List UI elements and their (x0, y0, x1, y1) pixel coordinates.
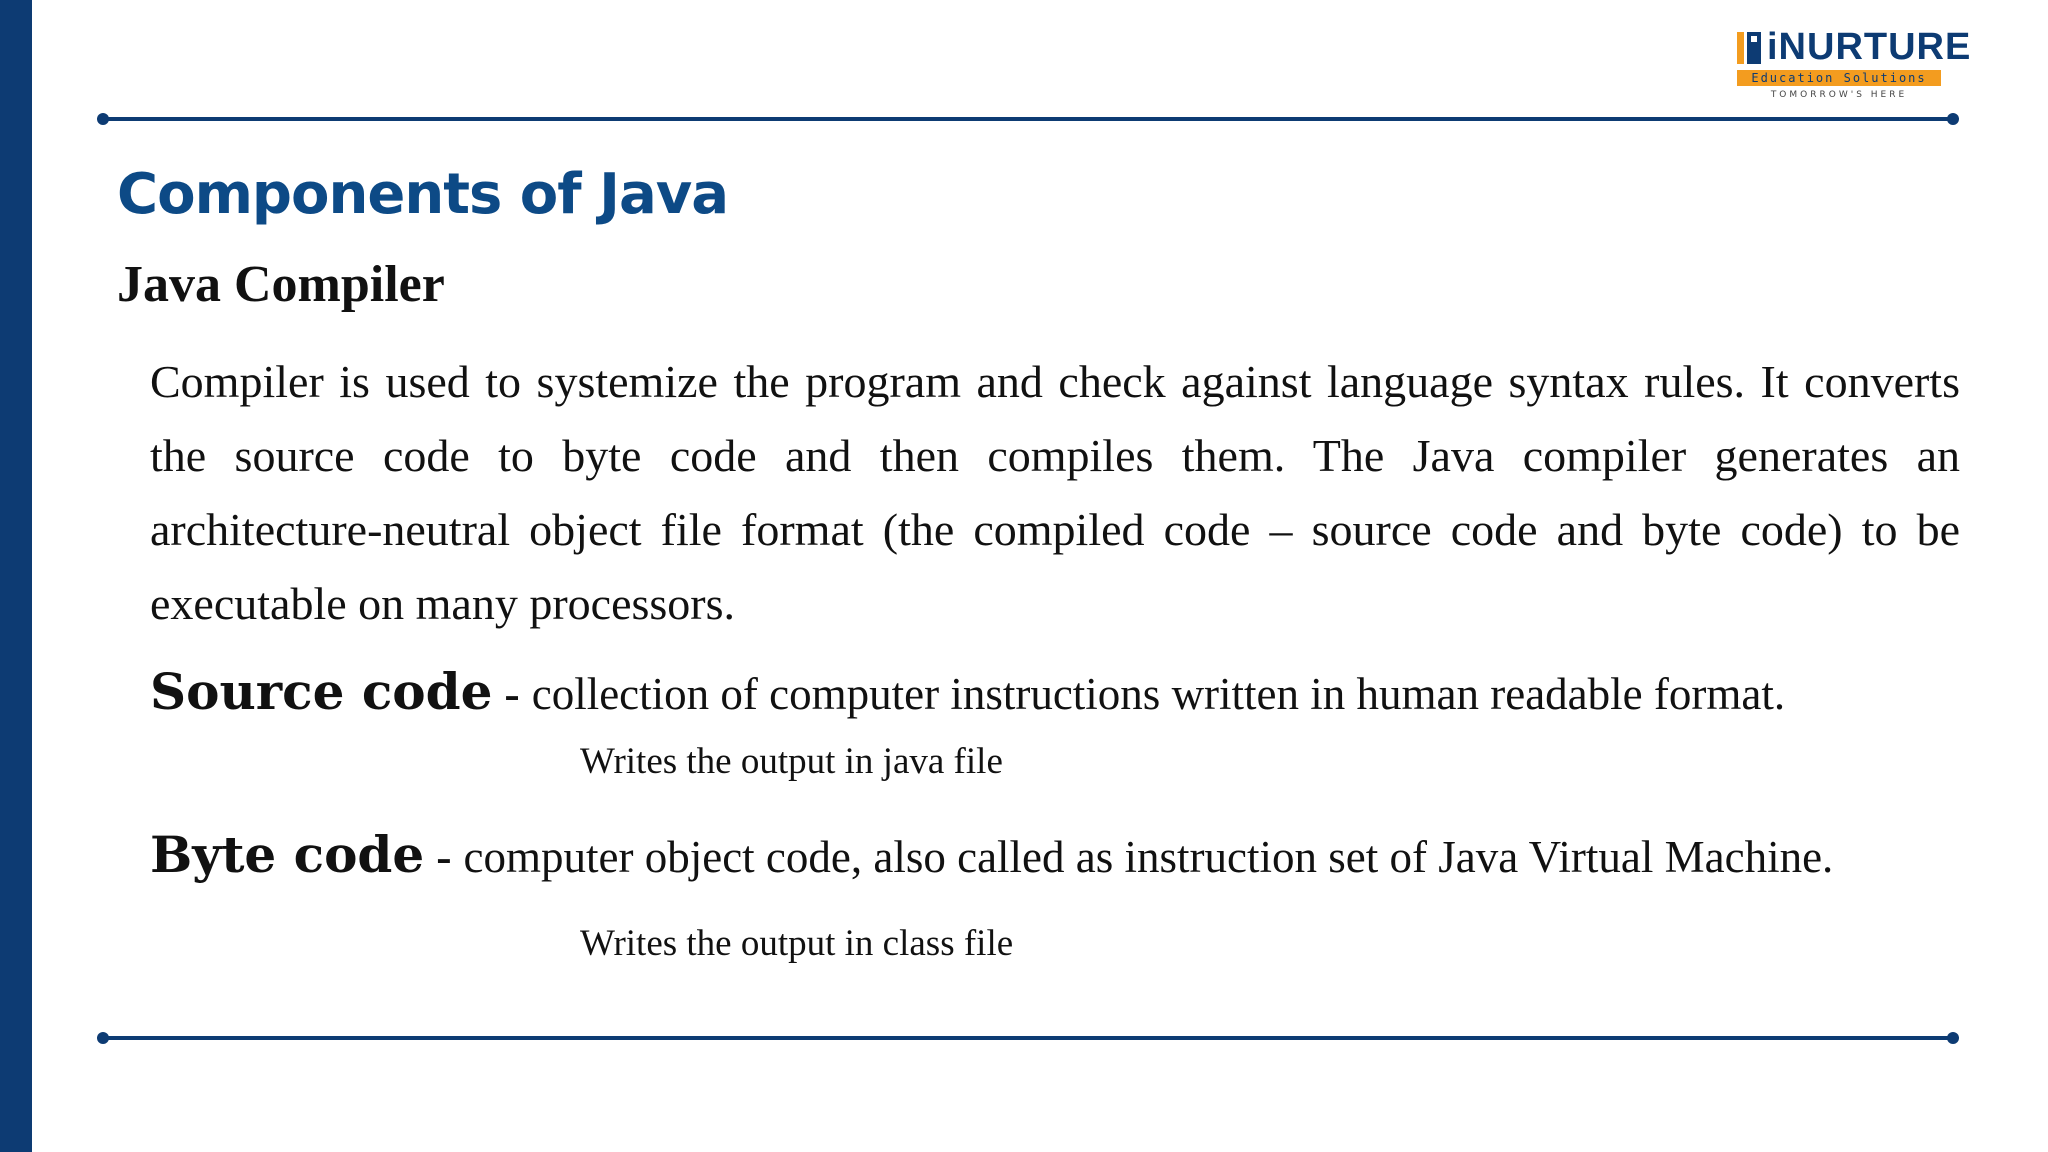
compiler-description: Compiler is used to systemize the program and check against language syntax rules. It converts the source code to byte code and then compiles them. The Java compiler generates an architecture-neutral object file format (the compiled code – source code and byte code) to be executable on many processors. (150, 356, 1960, 629)
source-code-note: Writes the output in java file (580, 741, 1003, 782)
logo-subtitle: Education Solutions (1737, 70, 1941, 86)
byte-code-separator: - (436, 831, 452, 882)
logo-name: iNURTURE (1767, 26, 1972, 68)
left-accent-bar (0, 0, 32, 1152)
section-heading: Java Compiler (117, 256, 445, 313)
byte-code-term: Byte code (150, 825, 425, 884)
source-code-definition: collection of computer instructions written in human readable format. (531, 669, 1786, 719)
byte-code-note: Writes the output in class file (580, 923, 1014, 964)
source-code-term: Source code (150, 662, 493, 721)
inurture-logo (1735, 22, 1972, 102)
slide-title: Components of Java (117, 162, 729, 227)
bottom-divider (103, 1036, 1953, 1040)
source-code-row (150, 662, 1960, 721)
source-code-separator: - (504, 668, 520, 719)
top-divider (103, 117, 1953, 121)
byte-code-definition: computer object code, also called as instruction set of Java Virtual Machine. (463, 832, 1834, 882)
logo-tagline: TOMORROW'S HERE (1770, 90, 1908, 100)
logo-mark-icon (1737, 32, 1765, 64)
byte-code-row (150, 825, 1960, 884)
